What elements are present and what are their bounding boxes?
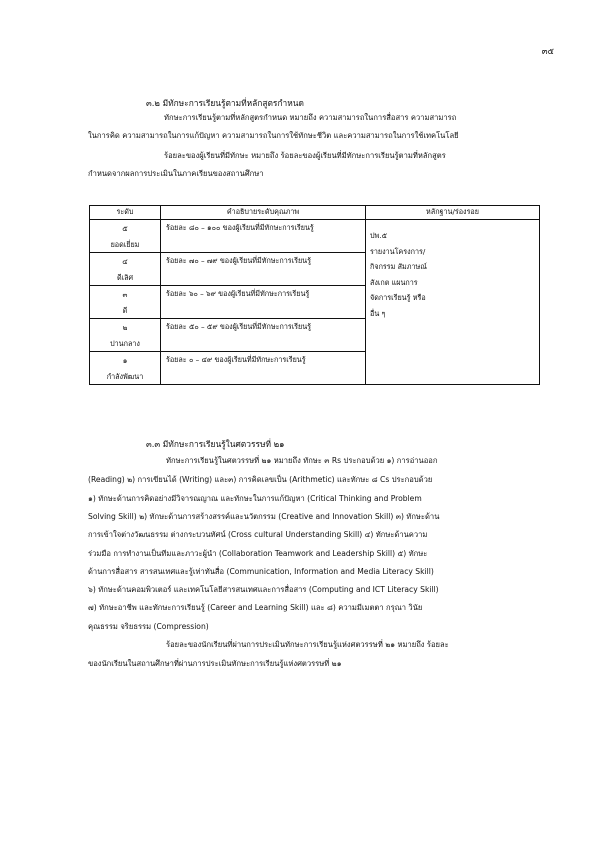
level-number: ๒ (122, 323, 128, 332)
paragraph-line: ด้านการสื่อสาร สารสนเทศและรู้เท่าทันสื่อ (Communication, Information and Media Literacy Skill) (88, 567, 434, 576)
level-number: ๑ (122, 356, 128, 365)
paragraph-line: ๖) ทักษะด้านคอมพิวเตอร์ และเทคโนโลยีสารสนเทศและการสื่อสาร (Computing and ICT Literacy Skill) (88, 585, 439, 594)
level-name: ปานกลาง (110, 339, 140, 348)
level-name: ดี (122, 306, 128, 315)
table-header-row (90, 206, 540, 220)
paragraph-line: ทักษะการเรียนรู้ตามที่หลักสูตรกำหนด หมายถึง ความสามารถในการสื่อสาร ความสามารถ (164, 113, 457, 122)
paragraph-line: ๗) ทักษะอาชีพ และทักษะการเรียนรู้ (Career and Learning Skill) และ ๘) ความมีเมตตา กรุณา วินัย (88, 603, 423, 612)
description-cell (161, 319, 366, 352)
paragraph-line: ร้อยละของผู้เรียนที่มีทักษะ หมายถึง ร้อยละของผู้เรียนที่มีทักษะการเรียนรู้ตามที่หลักสูตร (164, 151, 446, 160)
level-cell (90, 253, 161, 286)
paragraph-line: ในการคิด ความสามารถในการแก้ปัญหา ความสามารถในการใช้ทักษะชีวิต และความสามารถในการใช้เทคโนโลยี (88, 131, 459, 140)
evidence-line: รายงานโครงการ/ (370, 246, 426, 256)
paragraph-line: คุณธรรม จริยธรรม (Compression) (88, 622, 209, 631)
description-cell (161, 352, 366, 385)
table-row (90, 220, 540, 253)
description-text: ร้อยละ ๕๐ – ๕๙ ของผู้เรียนที่มีทักษะการเรียนรู้ (166, 322, 312, 331)
paragraph-line: ทักษะการเรียนรู้ในศตวรรษที่ ๒๑ หมายถึง ทักษะ ๓ Rs ประกอบด้วย ๑) การอ่านออก (166, 456, 438, 465)
section-heading-3-3: ๓.๓ มีทักษะการเรียนรู้ในศตวรรษที่ ๒๑ (146, 439, 285, 449)
description-text: ร้อยละ ๖๐ – ๖๙ ของผู้เรียนที่มีทักษะการเรียนรู้ (166, 289, 310, 298)
level-number: ๓ (122, 290, 128, 299)
header-evidence: หลักฐาน/ร่องรอย (366, 206, 540, 220)
level-cell (90, 220, 161, 253)
level-cell (90, 319, 161, 352)
paragraph-line: ร่วมมือ การทำงานเป็นทีมและภาวะผู้นำ (Collaboration Teamwork and Leadership Skill) ๕) ทักษะ (88, 549, 428, 558)
section-heading-3-2: ๓.๒ มีทักษะการเรียนรู้ตามที่หลักสูตรกำหนด (146, 98, 304, 108)
evidence-cell (366, 220, 540, 385)
description-cell (161, 253, 366, 286)
header-description: คำอธิบายระดับคุณภาพ (161, 206, 366, 220)
description-text: ร้อยละ ๗๐ – ๗๙ ของผู้เรียนที่มีทักษะการเรียนรู้ (166, 256, 311, 265)
paragraph-line: ๑) ทักษะด้านการคิดอย่างมีวิจารณญาณ และทักษะในการแก้ปัญหา (Critical Thinking and Problem (88, 494, 422, 503)
quality-level-table (89, 205, 540, 385)
evidence-line: จัดการเรียนรู้ หรือ (370, 293, 426, 302)
level-cell (90, 352, 161, 385)
evidence-line: กิจกรรม สัมภาษณ์ (370, 262, 427, 271)
paragraph-line: ร้อยละของนักเรียนที่ผ่านการประเมินทักษะการเรียนรู้แห่งศตวรรษที่ ๒๑ หมายถึง ร้อยละ (166, 640, 449, 649)
paragraph-line: Solving Skill) ๒) ทักษะด้านการสร้างสรรค์และนวัตกรรม (Creative and Innovation Skill) ๓) ทักษะด้าน (88, 512, 440, 521)
description-text: ร้อยละ ๐ – ๔๙ ของผู้เรียนที่มีทักษะการเรียนรู้ (166, 355, 306, 364)
header-level: ระดับ (90, 206, 161, 220)
level-name: ดีเลิศ (116, 273, 134, 282)
level-number: ๔ (122, 257, 128, 266)
paragraph-line: กำหนดจากผลการประเมินในภาคเรียนของสถานศึกษา (88, 169, 264, 178)
level-cell (90, 286, 161, 319)
paragraph-line: การเข้าใจต่างวัฒนธรรม ต่างกระบวนทัศน์ (Cross cultural Understanding Skill) ๔) ทักษะด้านความ (88, 530, 428, 539)
description-text: ร้อยละ ๘๐ – ๑๐๐ ของผู้เรียนที่มีทักษะการเรียนรู้ (166, 223, 314, 232)
evidence-line: อื่น ๆ (370, 308, 386, 318)
level-name: กำลังพัฒนา (106, 372, 144, 381)
paragraph-line: (Reading) ๒) การเขียนได้ (Writing) และ๓) การคิดเลขเป็น (Arithmetic) และทักษะ ๘ Cs ประกอบด้วย (88, 475, 433, 484)
evidence-line: สังเกต แผนการ (370, 277, 418, 287)
level-number: ๕ (122, 224, 128, 233)
evidence-line: ปพ.๕ (370, 231, 388, 240)
paragraph-line: ของนักเรียนในสถานศึกษาที่ผ่านการประเมินทักษะการเรียนรู้แห่งศตวรรษที่ ๒๑ (88, 659, 342, 668)
page-number: ๓๕ (541, 47, 554, 57)
description-cell (161, 220, 366, 253)
description-cell (161, 286, 366, 319)
level-name: ยอดเยี่ยม (110, 240, 140, 249)
